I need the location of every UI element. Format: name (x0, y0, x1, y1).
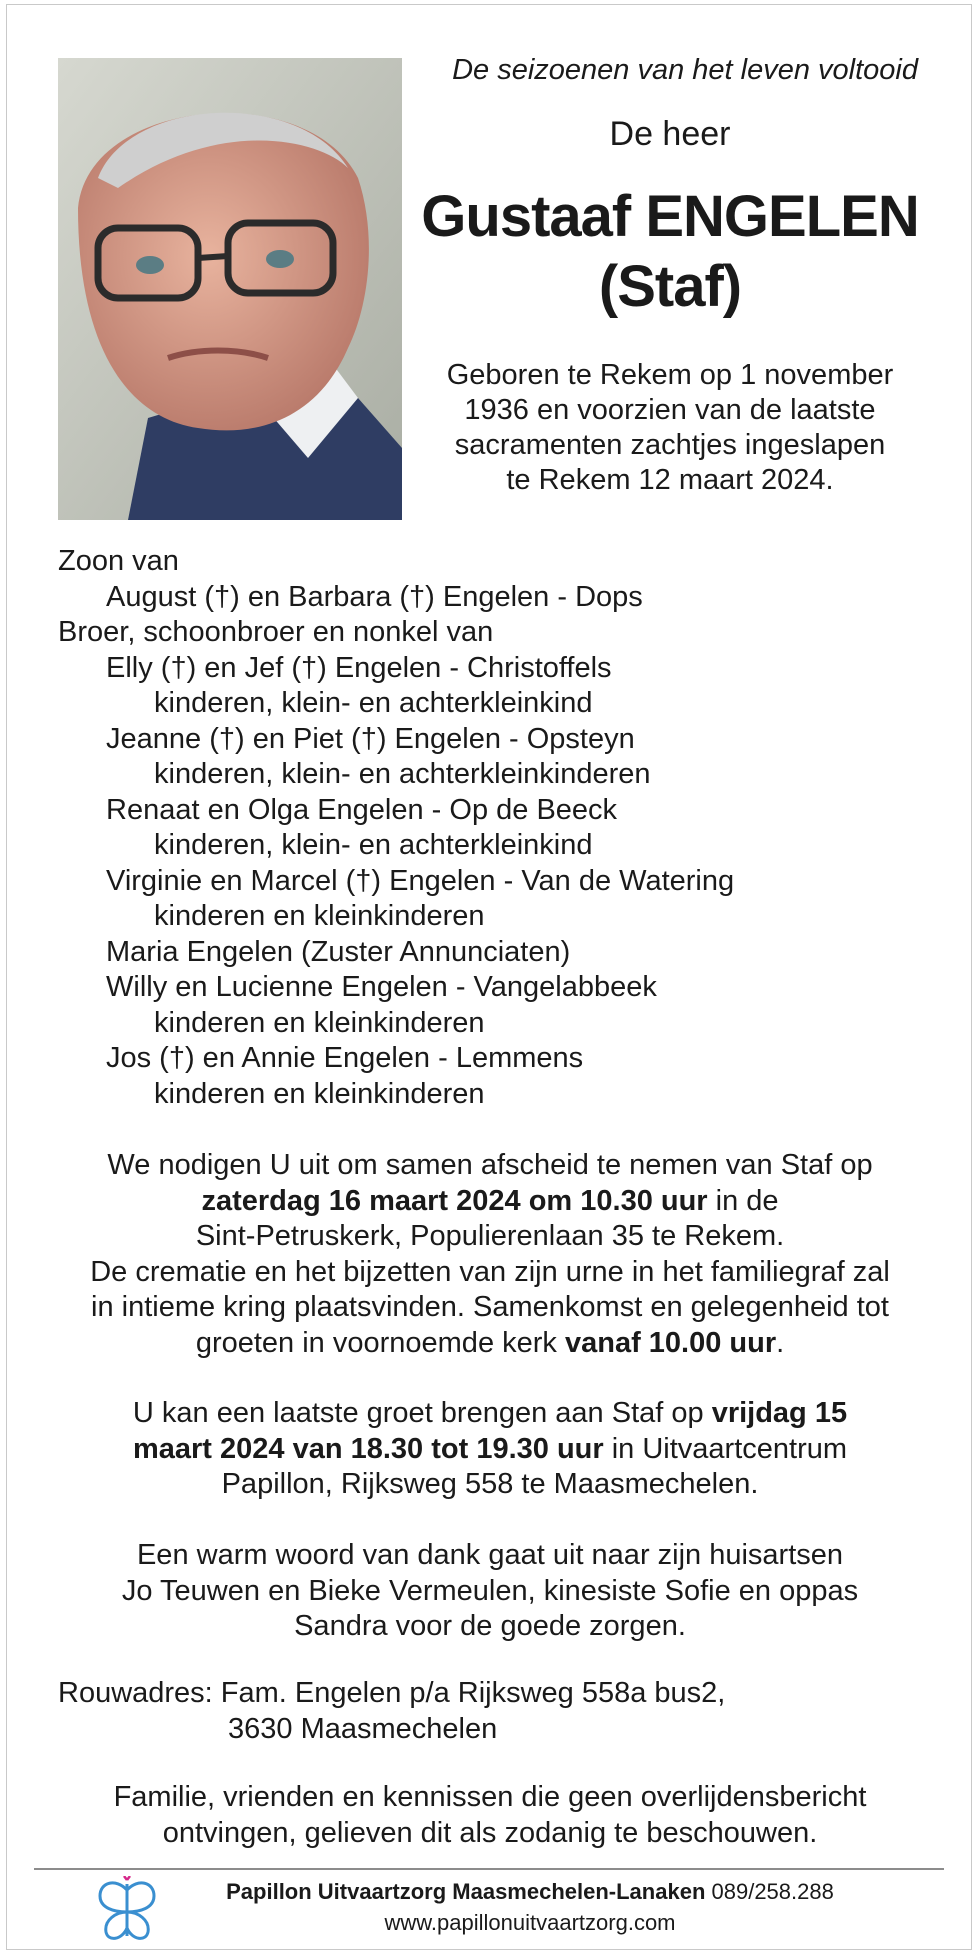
family-line: kinderen en kleinkinderen (154, 1006, 485, 1039)
family-line: Jos (†) en Annie Engelen - Lemmens (106, 1042, 584, 1074)
deceased-name (410, 182, 930, 322)
visit-line (40, 1432, 940, 1468)
company-name: Papillon Uitvaartzorg Maasmechelen-Lanaken (226, 1879, 706, 1904)
family-line: Zoon van (58, 545, 179, 577)
ceremony-paragraph (40, 1148, 940, 1361)
notice-line: ontvingen, gelieven dit als zodanig te beschouwen. (162, 1816, 818, 1849)
thanks-line: Jo Teuwen en Bieke Vermeulen, kinesiste Sofie en oppas (121, 1574, 859, 1607)
footer-text (180, 1876, 880, 1938)
birth-line: Geboren te Rekem op 1 november (446, 359, 894, 391)
notice-line: Familie, vrienden en kennissen die geen overlijdensbericht (113, 1781, 867, 1813)
family-line: Jeanne (†) en Piet (†) Engelen - Opsteyn (106, 722, 635, 755)
butterfly-logo-icon (96, 1876, 158, 1944)
footer-company-line (180, 1876, 880, 1907)
family-line: August (†) en Barbara (†) Engelen - Dops (106, 580, 643, 613)
header-block (410, 50, 930, 498)
family-line: kinderen en kleinkinderen (154, 900, 485, 932)
name-line-1: Gustaaf ENGELEN (421, 184, 919, 249)
family-list (58, 544, 734, 1112)
ceremony-text: in de (707, 1184, 779, 1217)
birth-line: sacramenten zachtjes ingeslapen (454, 429, 886, 461)
footer-divider (34, 1868, 944, 1870)
honorific: De heer (609, 115, 731, 153)
family-line: Maria Engelen (Zuster Annunciaten) (106, 935, 571, 968)
family-line: Elly (†) en Jef (†) Engelen - Christoffels (106, 651, 612, 684)
ceremony-line: Sint-Petruskerk, Populierenlaan 35 te Rekem. (195, 1220, 785, 1252)
ceremony-line (40, 1326, 940, 1362)
family-line: Renaat en Olga Engelen - Op de Beeck (106, 793, 618, 826)
visit-date: vrijdag 15 (711, 1397, 848, 1429)
family-line: Willy en Lucienne Engelen - Vangelabbeek (106, 971, 657, 1003)
birth-line: 1936 en voorzien van de laatste (464, 394, 876, 426)
ceremony-line: We nodigen U uit om samen afscheid te nemen van Staf op (107, 1149, 873, 1181)
thanks-line: Een warm woord van dank gaat uit naar zijn huisartsen (136, 1539, 844, 1571)
birth-line: te Rekem 12 maart 2024. (506, 464, 834, 496)
ceremony-text: . (776, 1326, 785, 1359)
ceremony-text: groeten in voornoemde kerk (195, 1326, 565, 1359)
family-line: kinderen, klein- en achterkleinkind (154, 687, 593, 719)
portrait-photo (58, 58, 402, 520)
visit-time: maart 2024 van 18.30 tot 19.30 uur (132, 1432, 604, 1465)
visitation-paragraph (40, 1396, 940, 1503)
ceremony-line: De crematie en het bijzetten van zijn urne in het familiegraf zal (90, 1255, 890, 1288)
visit-text: in Uitvaartcentrum (603, 1432, 848, 1465)
visit-text: U kan een laatste groet brengen aan Staf op (132, 1397, 712, 1429)
visit-line (40, 1396, 940, 1432)
portrait-illustration (58, 58, 402, 520)
company-website[interactable]: www.papillonuitvaartzorg.com (384, 1910, 676, 1935)
family-line: Virginie en Marcel (†) Engelen - Van de Watering (106, 864, 735, 897)
address-line: 3630 Maasmechelen (228, 1712, 498, 1745)
family-line: kinderen, klein- en achterkleinkind (154, 829, 593, 861)
visit-line: Papillon, Rijksweg 558 te Maasmechelen. (221, 1468, 759, 1500)
mourning-address (58, 1676, 725, 1747)
gathering-time: vanaf 10.00 uur (564, 1326, 777, 1359)
thanks-line: Sandra voor de goede zorgen. (294, 1610, 686, 1642)
motto: De seizoenen van het leven voltooid (452, 54, 918, 86)
birth-death-details (410, 358, 930, 498)
thanks-paragraph (40, 1538, 940, 1645)
ceremony-date: zaterdag 16 maart 2024 om 10.30 uur (201, 1184, 708, 1217)
company-phone: 089/258.288 (705, 1879, 834, 1904)
name-line-2: (Staf) (598, 254, 742, 319)
family-line: kinderen, klein- en achterkleinkinderen (154, 758, 651, 790)
address-line: Rouwadres: Fam. Engelen p/a Rijksweg 558a bus2, (58, 1677, 726, 1709)
footer (90, 1876, 930, 1946)
family-line: kinderen en kleinkinderen (154, 1077, 485, 1110)
ceremony-line: in intieme kring plaatsvinden. Samenkomst en gelegenheid tot (91, 1291, 889, 1323)
notice-paragraph (40, 1780, 940, 1851)
ceremony-line (40, 1184, 940, 1220)
family-line: Broer, schoonbroer en nonkel van (58, 616, 494, 648)
